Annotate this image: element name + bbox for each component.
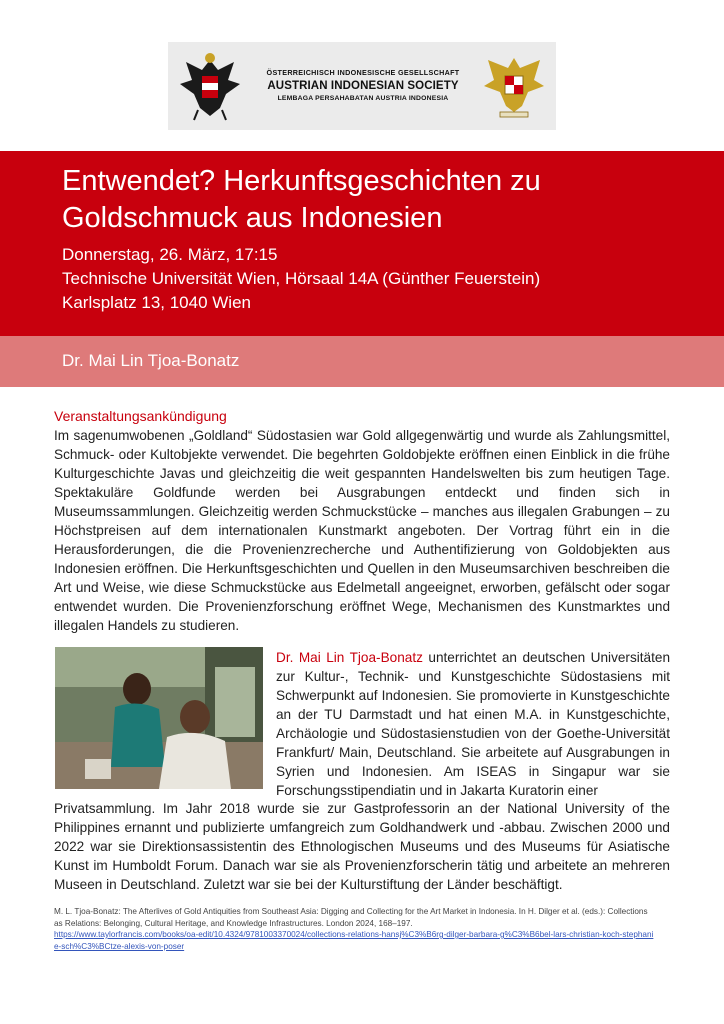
speaker-bio-top xyxy=(276,648,670,800)
speaker-name: Dr. Mai Lin Tjoa-Bonatz xyxy=(62,351,240,370)
reference-block xyxy=(54,906,654,952)
society-name-block xyxy=(256,68,470,102)
society-logo-banner xyxy=(168,42,556,130)
speaker-bio-bottom: Privatsammlung. Im Jahr 2018 wurde sie zur Gastprofessorin an der National University of the Philippines ernannt und publizierte umfangreich zum Goldhandwerk und -abbau. Zwischen 2000 und 2022 war sie Direktionsassistentin des Ethnologischen Museums und des Museums für Asiatische Kunst im Humboldt Forum. Danach war sie als Provenienzforscherin tätig und arbeitete an mehreren Museen in Deutschland. Zuletzt war sie bei der Kulturstiftung der Länder beschäftigt. xyxy=(54,801,670,892)
org-name-indonesian: LEMBAGA PERSAHABATAN AUSTRIA INDONESIA xyxy=(277,95,449,102)
event-details xyxy=(62,243,540,315)
bio-text-top: unterrichtet an deutschen Universitäten zur Kultur-, Technik- und Kunstgeschichte Südostasiens mit Schwerpunkt auf Indonesien. Sie promovierte in Kunstgeschichte an der TU Darmstadt und hat einen M.A. in Kunstgeschichte, Archäologie und Südostasienstudien von der Goethe-Universität Frankfurt/ Main, Deutschland. Sie arbeitete auf Ausgrabungen in Syrien und Indonesien. Am ISEAS in Singapur war sie Forschungsstipendiatin und in Jakarta Kuratorin einer xyxy=(276,650,671,798)
event-header-band xyxy=(0,151,724,336)
org-name-english: AUSTRIAN INDONESIAN SOCIETY xyxy=(267,80,459,92)
event-date: Donnerstag, 26. März, 17:15 xyxy=(62,245,278,264)
announcement-text: Im sagenumwobenen „Goldland“ Südostasien war Gold allgegenwärtig und wurde als Zahlungsmittel, Schmuck- oder Kultobjekte verwendet. Die begehrten Goldobjekte eröffnen einen Einblick in die frühe Kulturgeschichte Javas und gleichzeitig die weit gespannten Handelswelten bis zum heutigen Tage. Spektakuläre Goldfunde werden bei Ausgrabungen entdeckt und finden sich in Museumssammlungen. Gleichzeitig werden Schmuckstücke – manches aus illegalen Grabungen – zu Höchstpreisen auf dem internationalen Kunstmarkt angeboten. Der Vortrag führt ein in die Herausforderungen, die die Provenienzrecherche und Authentifizierung von Goldobjekten aus Indonesien eröffnen. Die Herkunftsgeschichten und Quellen in den Museumsarchiven beschreiben die Art und Weise, wie diese Schmuckstücke aus Edelmetall angeeignet, erworben, gefälscht oder sogar entwendet wurden. Die Provenienzforschung eröffnet Wege, Mechanismen des Kunstmarktes und illegalen Handels zu studieren. xyxy=(54,428,670,633)
speaker-band xyxy=(0,336,724,387)
speaker-photo xyxy=(55,647,263,789)
event-title: Entwendet? Herkunftsgeschichten zu Goldschmuck aus Indonesien xyxy=(62,165,541,234)
announcement-heading: Veranstaltungsankündigung xyxy=(54,408,227,424)
austrian-eagle-icon xyxy=(174,50,246,122)
event-address: Karlsplatz 13, 1040 Wien xyxy=(62,293,251,312)
photo-illustration xyxy=(55,647,263,789)
reference-link[interactable]: https://www.taylorfrancis.com/books/oa-edit/10.4324/9781003370024/collections-relations-hansj%C3%B6rg-dilger-barbara-g%C3%B6bel-lars-christian-koch-stephanie-sch%C3%BCtze-alexis-von-poser xyxy=(54,930,654,951)
garuda-emblem-icon xyxy=(478,50,550,122)
event-venue: Technische Universität Wien, Hörsaal 14A (Günther Feuerstein) xyxy=(62,269,541,288)
reference-citation: M. L. Tjoa-Bonatz: The Afterlives of Gold Antiquities from Southeast Asia: Digging and Collecting for the Art Market in Indonesia. In H. Dilger et al. (eds.): Collections as Relations: Belonging, Cultural Heritage, and Knowledge Infrastructures. London 2024, 168–197. xyxy=(54,907,648,928)
bio-speaker-name: Dr. Mai Lin Tjoa-Bonatz xyxy=(276,650,423,665)
org-name-german: ÖSTERREICHISCH INDONESISCHE GESELLSCHAFT xyxy=(266,68,460,77)
